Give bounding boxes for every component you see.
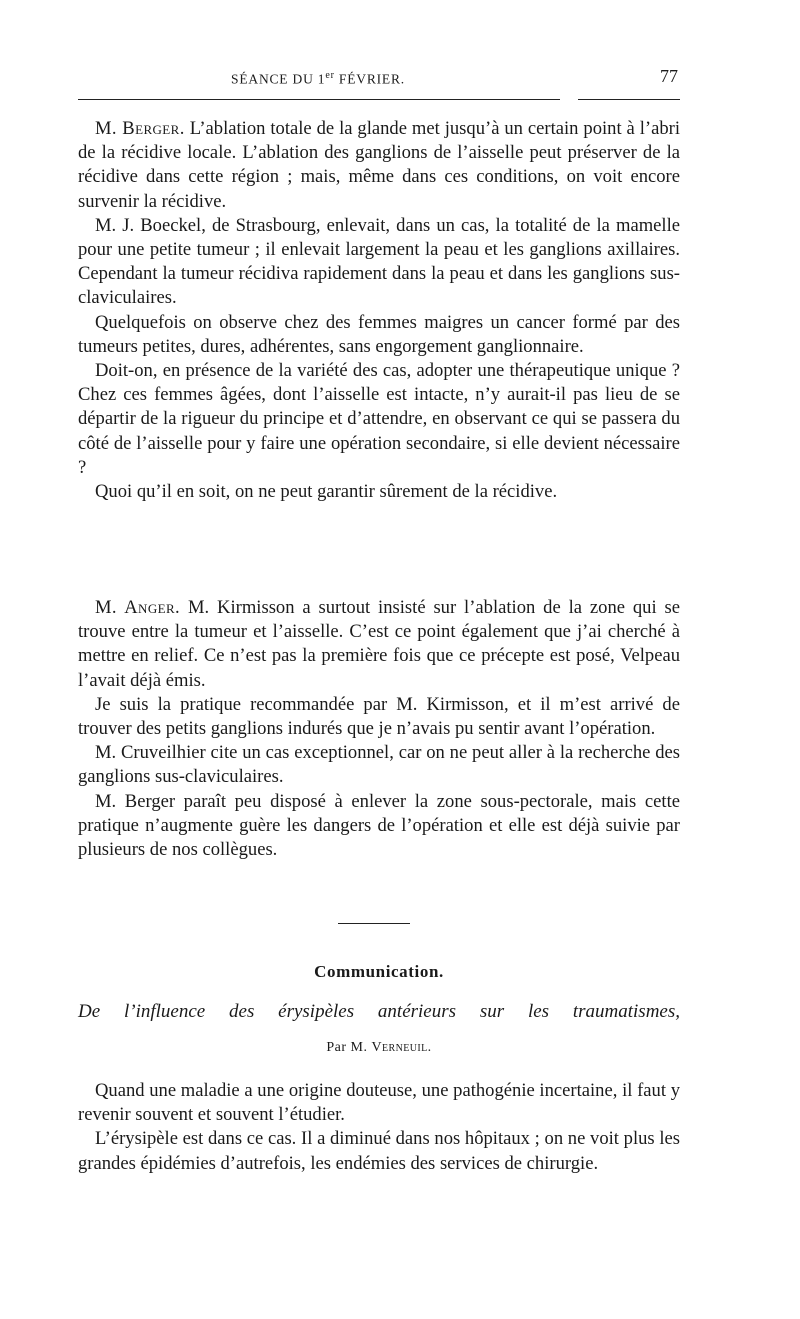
paragraph: [78, 596, 680, 693]
article-title: De l’influence des érysipèles antérieurs sur les traumatismes,: [78, 1001, 680, 1022]
header-rule-left: [78, 99, 560, 100]
speaker-name: M. Berger.: [95, 118, 185, 139]
section-separator-rule: [338, 923, 410, 924]
paragraph: M. Berger paraît peu disposé à enlever la zone sous-pectorale, mais cette pratique n’augmente guère les dangers de l’opération et elle est déjà suivie par plusieurs de nos collègues.: [78, 790, 680, 861]
paragraph: Quoi qu’il en soit, on ne peut garantir sûrement de la récidive.: [95, 481, 558, 503]
running-title-end: FÉVRIER.: [334, 71, 405, 87]
paragraph: Quand une maladie a une origine douteuse, une pathogénie incertaine, il faut y revenir souvent et souvent l’étudier.: [78, 1080, 680, 1126]
paragraph: L’érysipèle est dans ce cas. Il a diminué dans nos hôpitaux ; on ne voit plus les grandes épidémies d’autrefois, les endémies des services de chirurgie.: [78, 1128, 680, 1174]
running-title-superscript: er: [325, 70, 335, 81]
paragraph: Doit-on, en présence de la variété des cas, adopter une thérapeutique unique ? Chez ces femmes âgées, dont l’aisselle est intacte, n’y aurait-il pas lieu de se départir de la rigueur du principe et d’attendre, en observant ce qui se passera du côté de l’aisselle pour y faire une opération secondaire, si elle devient nécessaire ?: [78, 360, 680, 478]
communication-body: [78, 1079, 680, 1176]
section-heading: Communication.: [314, 962, 444, 981]
discussion-berger-section: [78, 117, 680, 504]
paragraph: [78, 117, 680, 214]
speaker-name: M. Anger.: [95, 597, 181, 618]
paragraph: M. J. Boeckel, de Strasbourg, enlevait, dans un cas, la totalité de la mamelle pour une petite tumeur ; il enlevait largement la peau et les ganglions axillaires. Cependant la tumeur récidiva rapidement dans la peau et dans les ganglions sus-claviculaires.: [78, 214, 680, 309]
page-number: 77: [660, 66, 678, 86]
running-header: [78, 66, 678, 90]
paragraph: M. Cruveilhier cite un cas exceptionnel, car on ne peut aller à la recherche des ganglions sus-claviculaires.: [78, 742, 680, 788]
paragraph-text: M. Kirmisson a surtout insisté sur l’ablation de la zone qui se trouve entre la tumeur et l’aisselle. C’est ce point également que j’ai cherché à mettre en relief. Ce n’est pas la première fois que ce précepte est posé, Velpeau l’avait déjà émis.: [78, 597, 680, 691]
paragraph: Quelquefois on observe chez des femmes maigres un cancer formé par des tumeurs petites, dures, adhérentes, sans engorgement ganglionnaire.: [78, 311, 680, 357]
byline-author: Verneuil: [371, 1040, 428, 1055]
byline-suffix: .: [427, 1040, 432, 1055]
paragraph-text: L’ablation totale de la glande met jusqu’à un certain point à l’abri de la récidive locale. L’ablation des ganglions de l’aisselle peut préserver de la récidive dans cette région ; mais, même dans ces conditions, on voit encore survenir la récidive.: [78, 118, 680, 212]
paragraph: Je suis la pratique recommandée par M. Kirmisson, et il m’est arrivé de trouver des petits ganglions indurés que je n’avais pu sentir avant l’opération.: [78, 693, 680, 740]
discussion-anger-section: [78, 596, 680, 862]
article-byline: [78, 1038, 680, 1058]
running-title: [78, 66, 558, 90]
byline-prefix: Par M.: [326, 1040, 372, 1055]
header-rule-right: [578, 99, 680, 100]
running-title-main: SÉANCE DU 1: [231, 71, 326, 87]
